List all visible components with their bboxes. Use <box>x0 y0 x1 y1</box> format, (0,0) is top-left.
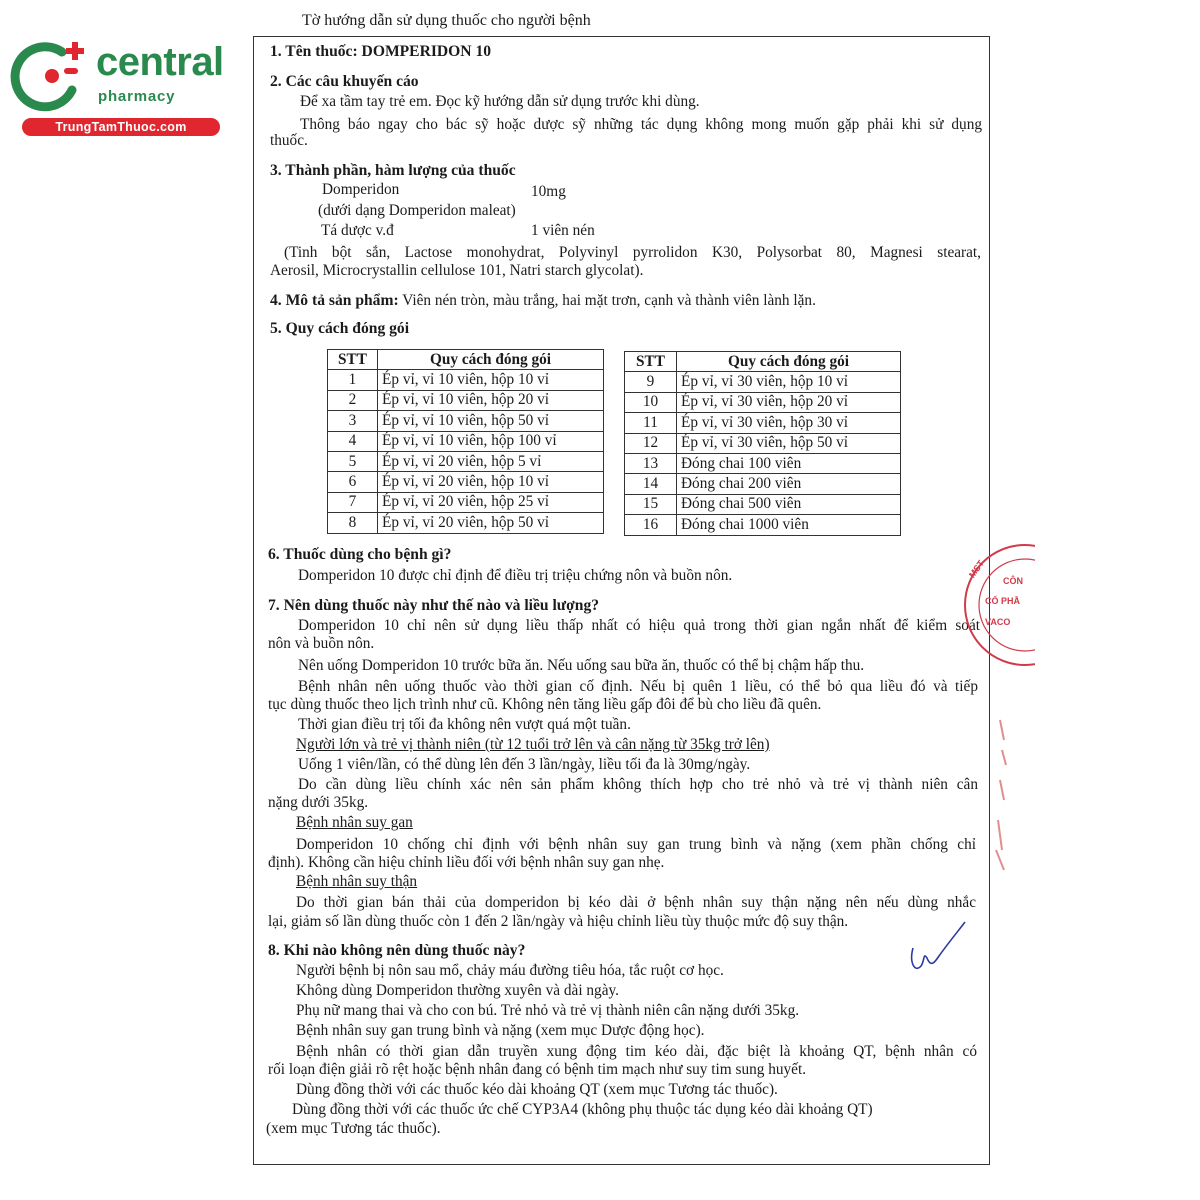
subheading-kidney: Bệnh nhân suy thận <box>296 873 418 890</box>
brand-logo <box>10 38 224 138</box>
central-logo-icon <box>10 38 94 116</box>
dosage-para-8a: Do thời gian bán thải của domperidon bị kéo dài ở bệnh nhân suy thận nặng nên nếu dùng nhắc <box>296 894 976 911</box>
row-packaging: Ép vỉ, vỉ 20 viên, hộp 5 vỉ <box>378 451 604 471</box>
table-row <box>625 453 901 473</box>
row-stt: 12 <box>625 433 677 453</box>
excipient-label: Tá dược v.đ <box>321 222 394 239</box>
row-packaging: Ép vỉ, vỉ 30 viên, hộp 50 vỉ <box>677 433 901 453</box>
warning-line-3: thuốc. <box>270 132 308 149</box>
row-packaging: Ép vỉ, vỉ 10 viên, hộp 20 vỉ <box>378 390 604 410</box>
row-packaging: Ép vỉ, vỉ 20 viên, hộp 25 vỉ <box>378 492 604 512</box>
contraindication-1: Người bệnh bị nôn sau mổ, chảy máu đường tiêu hóa, tắc ruột cơ học. <box>296 962 724 979</box>
col-header-pack: Quy cách đóng gói <box>677 352 901 372</box>
table-row <box>625 392 901 412</box>
ingredient-amount: 10mg <box>531 183 566 200</box>
section-3-title: 3. Thành phần, hàm lượng của thuốc <box>270 162 516 179</box>
warning-line-1: Để xa tầm tay trẻ em. Đọc kỹ hướng dẫn sử dụng trước khi dùng. <box>300 93 700 110</box>
ingredient-name: Domperidon <box>322 181 400 198</box>
dosage-para-3b: tục dùng thuốc theo lịch trình như cũ. Không nên tăng liều gấp đôi để bù cho liều đã quên. <box>268 696 822 713</box>
table-row <box>328 431 604 451</box>
table-row <box>328 492 604 512</box>
contraindication-3: Phụ nữ mang thai và cho con bú. Trẻ nhỏ và trẻ vị thành niên cân nặng dưới 35kg. <box>296 1002 800 1019</box>
contraindication-7b: (xem mục Tương tác thuốc). <box>266 1120 441 1137</box>
contraindication-2: Không dùng Domperidon thường xuyên và dài ngày. <box>296 982 619 999</box>
dosage-para-3a: Bệnh nhân nên uống thuốc vào thời gian cố định. Nếu bị quên 1 liều, có thể bỏ qua liều đó và tiếp <box>298 678 978 695</box>
row-stt: 6 <box>328 472 378 492</box>
ingredient-form: (dưới dạng Domperidon maleat) <box>318 202 516 219</box>
row-stt: 1 <box>328 370 378 390</box>
logo-name: central <box>96 40 224 84</box>
table-row <box>328 411 604 431</box>
dosage-para-4: Thời gian điều trị tối đa không nên vượt quá một tuần. <box>298 716 631 733</box>
row-stt: 15 <box>625 494 677 514</box>
row-stt: 8 <box>328 513 378 533</box>
table-row <box>625 413 901 433</box>
table-row <box>328 451 604 471</box>
document-header: Tờ hướng dẫn sử dụng thuốc cho người bệnh <box>302 12 591 29</box>
dosage-para-7a: Domperidon 10 chống chỉ định với bệnh nhân suy gan trung bình và nặng (xem phần chống chỉ <box>296 836 976 853</box>
section-5-title: 5. Quy cách đóng gói <box>270 320 410 337</box>
dosage-para-1a: Domperidon 10 chỉ nên sử dụng liều thấp nhất có hiệu quả trong thời gian ngắn nhất để kiểm soát <box>298 617 980 634</box>
section-2-title: 2. Các câu khuyến cáo <box>270 73 419 90</box>
dosage-para-7b: định). Không cần hiệu chỉnh liều đối với bệnh nhân suy gan nhẹ. <box>268 854 665 871</box>
col-header-stt: STT <box>328 350 378 370</box>
excipient-amount: 1 viên nén <box>531 222 595 239</box>
logo-subtitle: pharmacy <box>98 88 176 105</box>
section-4-title: 4. Mô tả sản phẩm: <box>270 292 399 309</box>
table-row <box>328 390 604 410</box>
excipient-list-2: Aerosil, Microcrystallin cellulose 101, Natri starch glycolat). <box>270 262 644 279</box>
contraindication-7a: Dùng đồng thời với các thuốc ức chế CYP3A4 (không phụ thuộc tác dụng kéo dài khoảng QT) <box>292 1101 873 1118</box>
table-row <box>625 433 901 453</box>
row-packaging: Ép vỉ, vỉ 10 viên, hộp 10 vỉ <box>378 370 604 390</box>
stamp-text-2: CỔ PHẦ <box>985 596 1021 606</box>
row-stt: 9 <box>625 372 677 392</box>
contraindication-5b: rối loạn điện giải rõ rệt hoặc bệnh nhân đang có bệnh tim mạch như suy tim sung huyết. <box>268 1061 807 1078</box>
excipient-list-1: (Tinh bột sắn, Lactose monohydrat, Polyvinyl pyrrolidon K30, Polysorbat 80, Magnesi stearat, <box>284 244 981 261</box>
indication-text: Domperidon 10 được chỉ định để điều trị triệu chứng nôn và buồn nôn. <box>298 567 733 584</box>
row-packaging: Ép vỉ, vỉ 10 viên, hộp 100 vỉ <box>378 431 604 451</box>
logo-site-link[interactable]: TrungTamThuoc.com <box>22 118 220 136</box>
subheading-liver: Bệnh nhân suy gan <box>296 814 413 831</box>
row-stt: 16 <box>625 515 677 535</box>
dosage-para-6b: nặng dưới 35kg. <box>268 794 369 811</box>
contraindication-5a: Bệnh nhân có thời gian dẫn truyền xung động tim kéo dài, đặc biệt là khoảng QT, bệnh nhân có <box>296 1043 977 1060</box>
section-6-title: 6. Thuốc dùng cho bệnh gì? <box>268 546 452 563</box>
stamp-text-3: VACO <box>985 617 1011 627</box>
table-row <box>625 372 901 392</box>
row-stt: 3 <box>328 411 378 431</box>
packaging-table-left <box>327 349 604 534</box>
row-packaging: Đóng chai 500 viên <box>677 494 901 514</box>
signature-icon <box>905 918 975 978</box>
row-packaging: Ép vỉ, vỉ 20 viên, hộp 50 vỉ <box>378 513 604 533</box>
row-stt: 13 <box>625 453 677 473</box>
table-row <box>328 370 604 390</box>
product-description: Viên nén tròn, màu trắng, hai mặt trơn, cạnh và thành viên lành lặn. <box>402 292 816 309</box>
row-stt: 5 <box>328 451 378 471</box>
dosage-para-2: Nên uống Domperidon 10 trước bữa ăn. Nếu uống sau bữa ăn, thuốc có thể bị chậm hấp thu. <box>298 657 865 674</box>
packaging-table-right <box>624 351 901 536</box>
table-row <box>328 472 604 492</box>
edge-marks-icon <box>990 710 1030 880</box>
row-stt: 2 <box>328 390 378 410</box>
dosage-para-5: Uống 1 viên/lần, có thể dùng lên đến 3 lần/ngày, liều tối đa là 30mg/ngày. <box>298 756 751 773</box>
row-stt: 4 <box>328 431 378 451</box>
col-header-stt: STT <box>625 352 677 372</box>
row-stt: 14 <box>625 474 677 494</box>
contraindication-4: Bệnh nhân suy gan trung bình và nặng (xem mục Dược động học). <box>296 1022 705 1039</box>
row-packaging: Ép vỉ, vỉ 30 viên, hộp 20 vỉ <box>677 392 901 412</box>
row-packaging: Đóng chai 100 viên <box>677 453 901 473</box>
row-packaging: Ép vỉ, vỉ 20 viên, hộp 10 vỉ <box>378 472 604 492</box>
section-7-title: 7. Nên dùng thuốc này như thế nào và liều lượng? <box>268 597 600 614</box>
col-header-pack: Quy cách đóng gói <box>378 350 604 370</box>
table-row <box>625 515 901 535</box>
warning-line-2: Thông báo ngay cho bác sỹ hoặc dược sỹ những tác dụng không mong muốn gặp phải khi sử dụng <box>300 116 982 133</box>
stamp-text-1: CÔN <box>1003 576 1023 586</box>
table-row <box>625 474 901 494</box>
dosage-para-8b: lại, giảm số lần dùng thuốc còn 1 đến 2 lần/ngày và hiệu chỉnh liều tùy thuộc mức độ suy thận. <box>268 913 849 930</box>
row-packaging: Ép vỉ, vỉ 10 viên, hộp 50 vỉ <box>378 411 604 431</box>
section-1-title: 1. Tên thuốc: DOMPERIDON 10 <box>270 43 492 60</box>
row-packaging: Đóng chai 1000 viên <box>677 515 901 535</box>
row-packaging: Ép vỉ, vỉ 30 viên, hộp 10 vỉ <box>677 372 901 392</box>
subheading-adults: Người lớn và trẻ vị thành niên (từ 12 tuổi trở lên và cân nặng từ 35kg trở lên) <box>296 736 770 753</box>
table-row <box>328 513 604 533</box>
stamp-text-mst: MST <box>966 558 987 580</box>
row-stt: 7 <box>328 492 378 512</box>
section-8-title: 8. Khi nào không nên dùng thuốc này? <box>268 942 526 959</box>
dosage-para-6a: Do cần dùng liều chính xác nên sản phẩm không thích hợp cho trẻ nhỏ và trẻ vị thành niên cân <box>298 776 978 793</box>
row-stt: 11 <box>625 413 677 433</box>
row-stt: 10 <box>625 392 677 412</box>
row-packaging: Ép vỉ, vỉ 30 viên, hộp 30 vỉ <box>677 413 901 433</box>
contraindication-6: Dùng đồng thời với các thuốc kéo dài khoảng QT (xem mục Tương tác thuốc). <box>296 1081 778 1098</box>
dosage-para-1b: nôn và buồn nôn. <box>268 635 375 652</box>
company-stamp <box>955 540 1035 670</box>
row-packaging: Đóng chai 200 viên <box>677 474 901 494</box>
table-row <box>625 494 901 514</box>
